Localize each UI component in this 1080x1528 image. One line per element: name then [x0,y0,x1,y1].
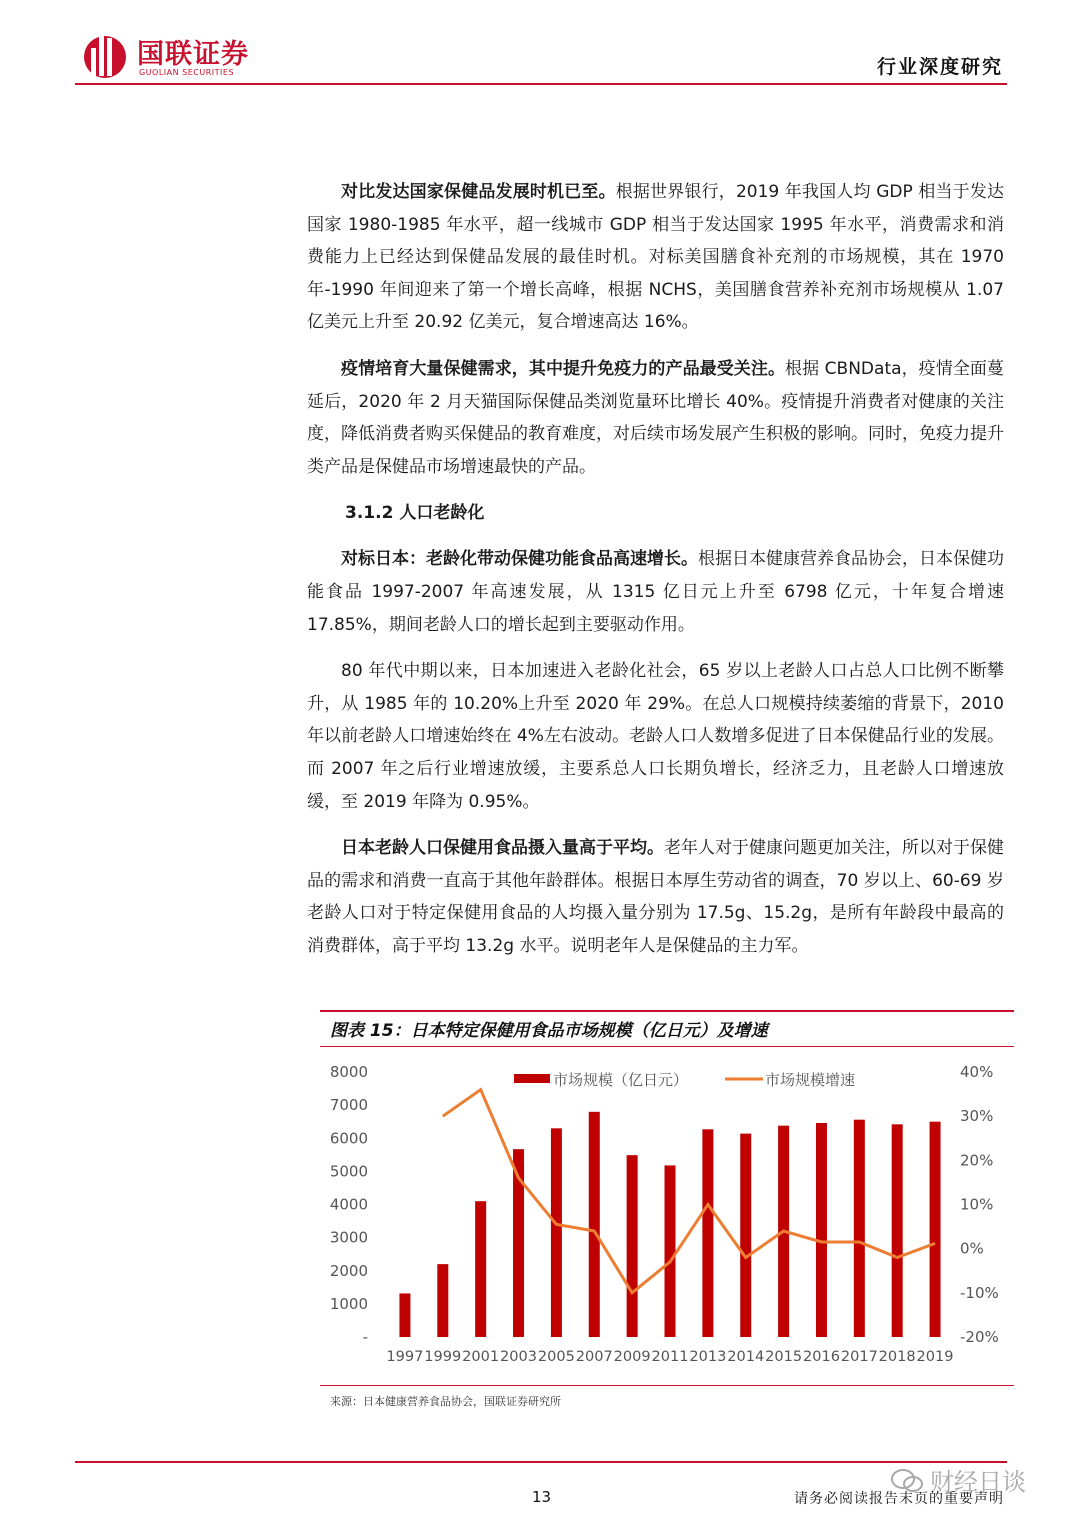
bar-2009 [627,1155,638,1337]
paragraph-3 [307,543,1004,641]
bar-2016 [816,1123,827,1337]
left-tick-label: 7000 [329,1096,368,1115]
x-tick-label: 2018 [878,1349,916,1365]
legend-line-label: 市场规模增速 [765,1071,856,1089]
logo-cn-text: 国联证券 [137,39,249,70]
paragraph-2 [307,353,1004,483]
guolian-logo-icon [79,30,131,80]
bar-2019 [930,1122,941,1337]
x-tick-label: 2014 [727,1349,765,1365]
paragraph-1-lead: 对比发达国家保健品发展时机已至。 [341,182,616,202]
guolian-logo [79,30,279,80]
left-tick-label: 2000 [329,1261,368,1280]
x-tick-label: 2007 [575,1349,613,1365]
legend-bar-label: 市场规模（亿日元） [553,1071,689,1089]
x-tick-label: 2009 [613,1349,651,1365]
x-tick-label: 2017 [840,1349,878,1365]
paragraph-3-lead: 对标日本：老龄化带动保健功能食品高速增长。 [341,549,698,570]
right-tick-label: -20% [960,1328,999,1346]
x-tick-label: 2019 [916,1349,954,1365]
paragraph-5-text: 老年人对于健康问题更加关注，所以对于保健品的需求和消费一直高于其他年龄群体。根据日本厚生劳动省的调查，70 岁以上、60-69 岁老龄人口对于特定保健用食品的人均摄入量分别为 17.5g、15.2g，是所有年龄段中最高的消费群体，高于平均 13.2g 水平。说明老年人是保健品的主力军。 [307,838,1004,956]
logo-en-text: GUOLIAN SECURITIES [139,68,235,77]
x-axis-labels [386,1349,953,1365]
bar-1997 [399,1293,410,1337]
report-body [307,176,1004,976]
bar-2014 [740,1134,751,1337]
figure-top-rule [320,1010,1014,1012]
x-tick-label: 2015 [765,1349,803,1365]
right-tick-label: 20% [960,1151,994,1170]
bar-2018 [892,1124,903,1337]
x-tick-label: 2001 [462,1349,500,1365]
bar-2005 [551,1128,562,1337]
right-tick-label: 40% [960,1063,994,1081]
left-tick-label: 5000 [329,1162,368,1181]
paragraph-1-text: 根据世界银行，2019 年我国人均 GDP 相当于发达国家 1980-1985 年水平，超一线城市 GDP 相当于发达国家 1995 年水平，消费需求和消费能力上已经达到保健品发展的最佳时机。对标美国膳食补充剂的市场规模，其在 1970 年-1990 年间迎来了第一个增长高峰，根据 NCHS，美国膳食营养补充剂市场规模从 1.07 亿美元上升至 20.92 亿美元，复合增速高达 16%。 [307,182,1004,333]
figure-title-rule [320,1046,1014,1047]
left-tick-label: 1000 [329,1294,368,1313]
paragraph-1 [307,176,1004,339]
right-axis [960,1063,999,1346]
bar-series [399,1112,940,1337]
paragraph-2-text: 根据 CBNData，疫情全面蔓延后，2020 年 2 月天猫国际保健品类浏览量环比增长 40%。疫情提升消费者对健康的关注度，降低消费者购买保健品的教育难度，对后续市场发展产生积极的影响。同时，免疫力提升类产品是保健品市场增速最快的产品。 [307,358,1004,477]
figure-title: 图表 15：日本特定保健用食品市场规模（亿日元）及增速 [330,1021,768,1041]
x-tick-label: 2005 [537,1349,575,1365]
bar-2013 [702,1129,713,1337]
left-tick-label: 3000 [329,1228,368,1247]
x-tick-label: 1997 [386,1349,424,1365]
x-tick-label: 2016 [802,1349,840,1365]
chart-legend [514,1071,855,1089]
paragraph-4 [307,655,1004,818]
disclaimer-note: 请务必阅读报告末页的重要声明 [794,1491,1004,1507]
watermark-text: 财经日谈 [930,1468,1026,1496]
paragraph-3-text: 根据日本健康营养食品协会，日本保健功能食品 1997-2007 年高速发展，从 1315 亿日元上升至 6798 亿元，十年复合增速 17.85%，期间老龄人口的增长起到主要驱动作用。 [307,549,1004,635]
x-tick-label: 1999 [424,1349,462,1365]
page-number: 13 [532,1488,552,1506]
figure-source: 来源：日本健康营养食品协会，国联证券研究所 [330,1395,561,1408]
right-tick-label: 0% [960,1239,984,1258]
header-divider [75,83,1007,85]
left-tick-label: 6000 [329,1129,368,1148]
legend-bar-swatch [514,1074,550,1083]
x-tick-label: 2011 [651,1349,689,1365]
right-tick-label: -10% [960,1283,999,1302]
paragraph-2-lead: 疫情培育大量保健需求，其中提升免疫力的产品最受关注。 [341,358,786,379]
market-size-chart [320,1050,1014,1380]
right-tick-label: 30% [960,1107,994,1126]
bar-2011 [665,1165,676,1337]
bar-2017 [854,1120,865,1337]
x-tick-label: 2013 [689,1349,727,1365]
section-heading: 3.1.2 人口老龄化 [345,503,485,524]
left-tick-label: 4000 [329,1195,368,1214]
left-tick-label: - [362,1328,368,1346]
page-header [75,22,1005,84]
paragraph-5 [307,832,1004,962]
bar-2001 [475,1201,486,1337]
right-tick-label: 10% [960,1195,994,1214]
bar-2007 [589,1112,600,1337]
paragraph-5-lead: 日本老龄人口保健用食品摄入量高于平均。 [341,838,664,859]
figure-bottom-rule [320,1385,1014,1386]
left-axis [330,1063,368,1346]
footer-divider [75,1461,1007,1463]
left-tick-label: 8000 [329,1063,368,1081]
report-type: 行业深度研究 [876,56,1003,78]
x-tick-label: 2003 [500,1349,538,1365]
paragraph-4-text: 80 年代中期以来，日本加速进入老龄化社会，65 岁以上老龄人口占总人口比例不断攀升，从 1985 年的 10.20%上升至 2020 年 29%。在总人口规模持续萎缩的背景下，2010 年以前老龄人口增速始终在 4%左右波动。老龄人口人数增多促进了日本保健品行业的发展。而 2007 年之后行业增速放缓，主要系总人口长期负增长，经济乏力，且老龄人口增速放缓，至 2019 年降为 0.95%。 [307,661,1004,812]
bar-1999 [437,1264,448,1337]
